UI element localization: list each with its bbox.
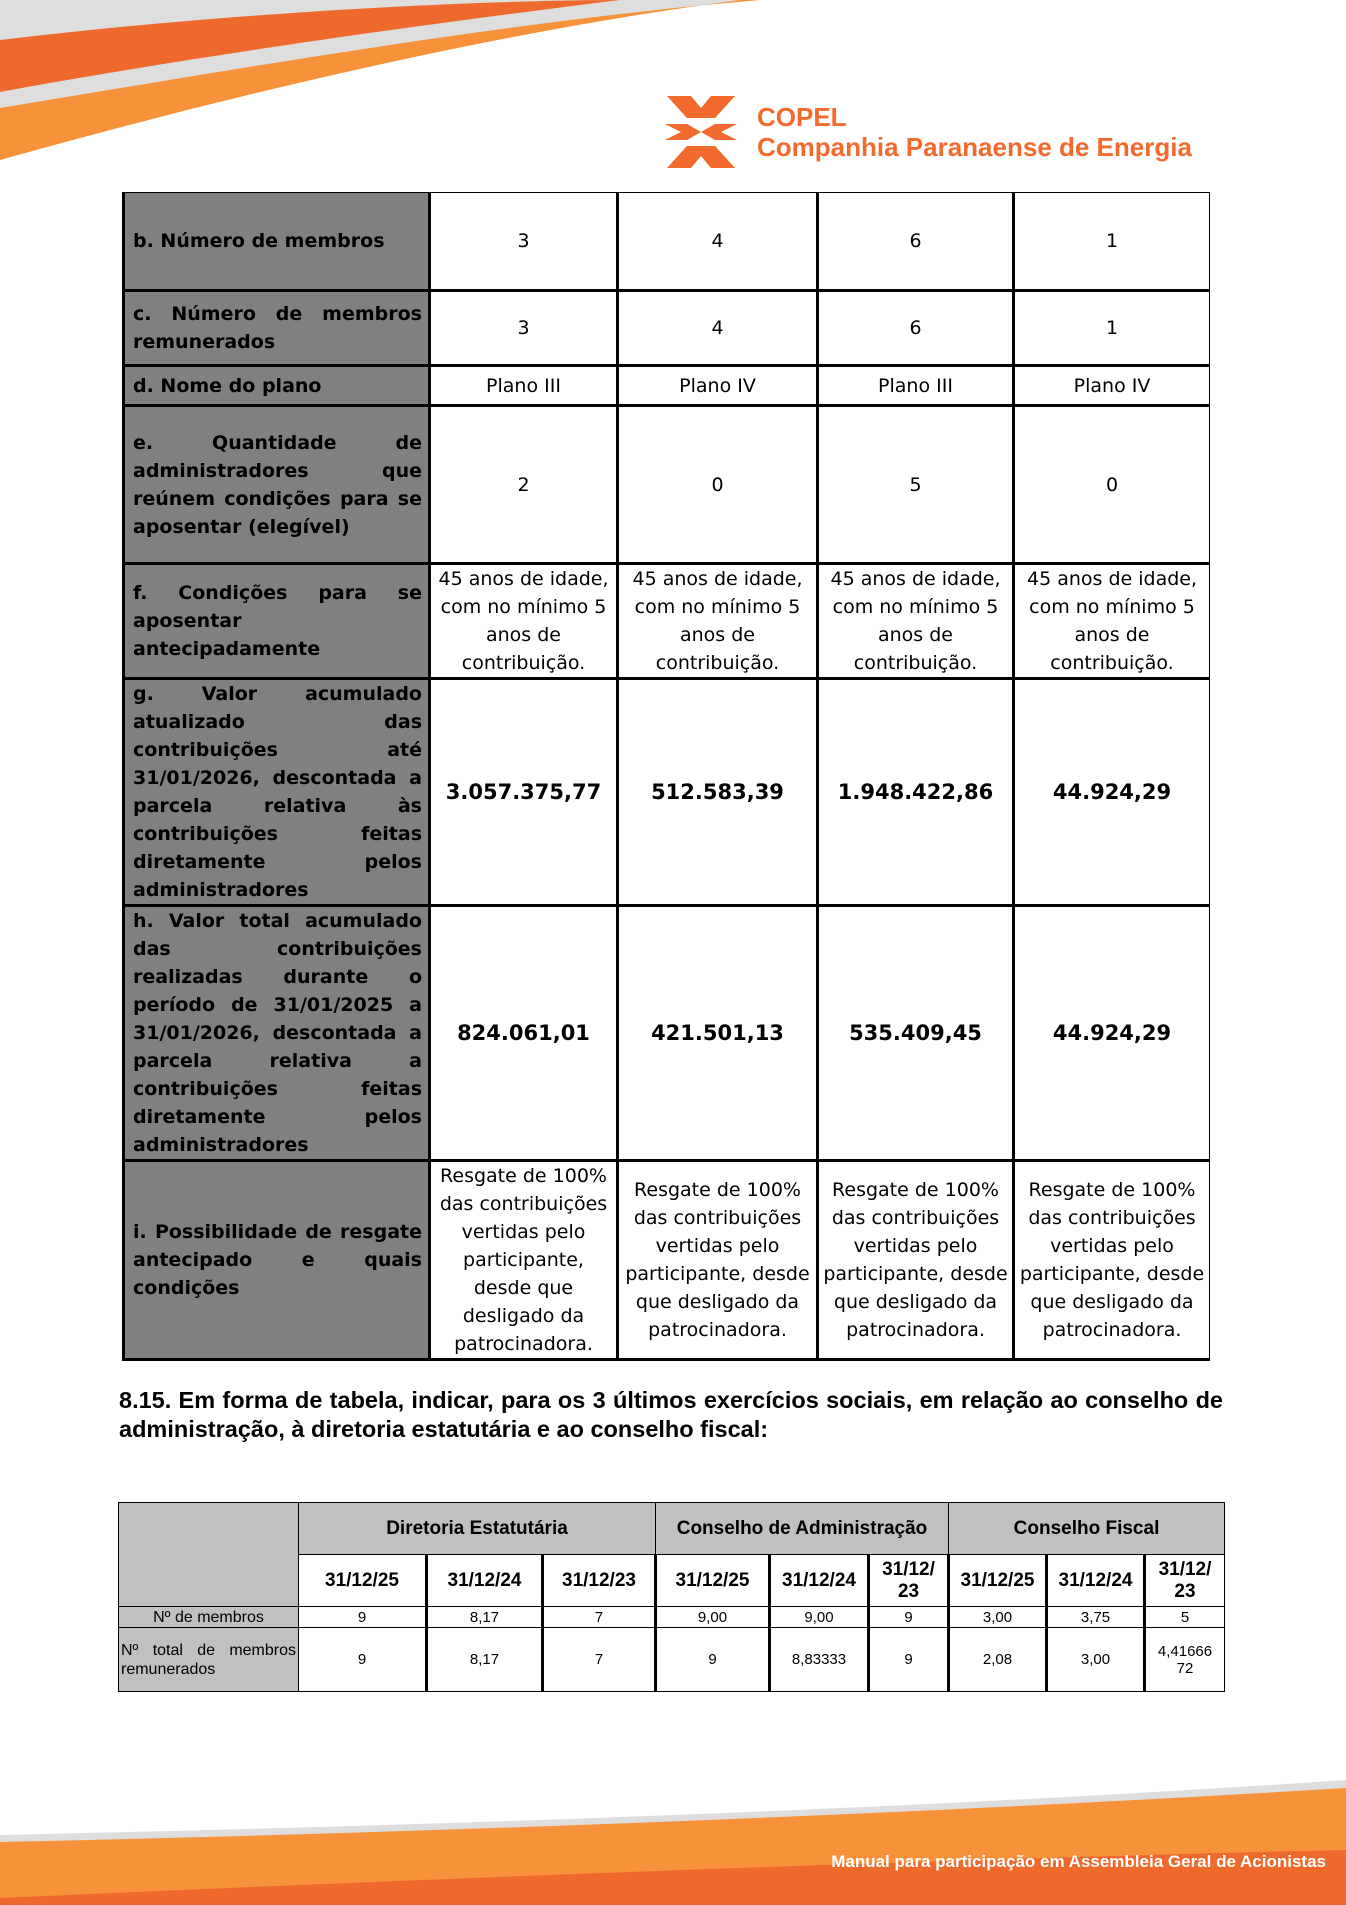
date-header: 31/12/25 <box>949 1555 1047 1607</box>
date-header: 31/12/24 <box>1047 1555 1145 1607</box>
table-cell: 1 <box>1014 193 1210 291</box>
date-header: 31/12/24 <box>770 1555 869 1607</box>
empty-header-cell <box>119 1503 299 1607</box>
footer-text: Manual para participação em Assembleia Geral de Acionistas <box>831 1852 1326 1871</box>
table-cell: 3 <box>430 193 618 291</box>
row-label: h. Valor total acumulado das contribuições realizadas durante o período de 31/01/2025 a 31/01/2026, descontada a parcela relativa a contribuições feitas diretamente pelos administradores <box>124 906 430 1161</box>
table-cell: 5 <box>1145 1607 1225 1628</box>
table-cell: Plano III <box>818 366 1014 406</box>
table-cell: Resgate de 100% das contribuições vertidas pelo participante, desde que desligado da patrocinadora. <box>430 1161 618 1360</box>
row-label: b. Número de membros <box>124 193 430 291</box>
logo-full-name: Companhia Paranaense de Energia <box>757 132 1192 162</box>
table-cell: 4 <box>618 193 818 291</box>
table-cell: 45 anos de idade, com no mínimo 5 anos de contribuição. <box>430 564 618 679</box>
table-cell: 2,08 <box>949 1628 1047 1692</box>
row-label: e. Quantidade de administradores que reúnem condições para se aposentar (elegível) <box>124 406 430 564</box>
table-cell: 535.409,45 <box>818 906 1014 1161</box>
company-logo <box>663 94 1192 170</box>
section-heading: 8.15. Em forma de tabela, indicar, para os 3 últimos exercícios sociais, em relação ao conselho de administração, à diretoria estatutária e ao conselho fiscal: <box>119 1387 1223 1442</box>
copel-logo-icon <box>663 94 739 170</box>
table-cell: 8,83333 <box>770 1628 869 1692</box>
table-cell: 8,17 <box>427 1607 543 1628</box>
table-cell: 9,00 <box>770 1607 869 1628</box>
logo-name: COPEL <box>757 102 847 132</box>
group-header: Conselho Fiscal <box>949 1503 1225 1555</box>
table-cell: 421.501,13 <box>618 906 818 1161</box>
table-cell: Resgate de 100% das contribuições vertidas pelo participante, desde que desligado da patrocinadora. <box>618 1161 818 1360</box>
table-row <box>124 679 1210 906</box>
table-row <box>124 564 1210 679</box>
table-cell: 9,00 <box>656 1607 770 1628</box>
date-header: 31/12/ 23 <box>869 1555 949 1607</box>
table-cell: 44.924,29 <box>1014 906 1210 1161</box>
table-cell: 4 <box>618 291 818 366</box>
date-header: 31/12/25 <box>299 1555 427 1607</box>
table-cell: 7 <box>543 1607 656 1628</box>
table-cell: 0 <box>618 406 818 564</box>
group-header: Conselho de Administração <box>656 1503 949 1555</box>
row-label: f. Condições para se aposentar antecipadamente <box>124 564 430 679</box>
table-row <box>124 366 1210 406</box>
table-row <box>124 193 1210 291</box>
table-cell: 45 anos de idade, com no mínimo 5 anos de contribuição. <box>618 564 818 679</box>
table-cell: Resgate de 100% das contribuições vertidas pelo participante, desde que desligado da patrocinadora. <box>1014 1161 1210 1360</box>
table-cell: 6 <box>818 193 1014 291</box>
table-cell: 512.583,39 <box>618 679 818 906</box>
row-label: Nº de membros <box>119 1607 299 1628</box>
table-row <box>124 291 1210 366</box>
date-header: 31/12/24 <box>427 1555 543 1607</box>
table-row <box>124 906 1210 1161</box>
table-cell: 8,17 <box>427 1628 543 1692</box>
date-header: 31/12/ 23 <box>1145 1555 1225 1607</box>
table-cell: 9 <box>299 1607 427 1628</box>
group-header: Diretoria Estatutária <box>299 1503 656 1555</box>
table-cell: 3,75 <box>1047 1607 1145 1628</box>
table-header-row <box>119 1503 1225 1555</box>
footer-swoosh <box>0 1780 1346 1905</box>
table-cell: 5 <box>818 406 1014 564</box>
table-cell: 2 <box>430 406 618 564</box>
table-cell: 7 <box>543 1628 656 1692</box>
table-cell: 9 <box>656 1628 770 1692</box>
table-row <box>119 1607 1225 1628</box>
pension-plan-table <box>122 192 1210 1361</box>
table-cell: 9 <box>869 1628 949 1692</box>
table-row <box>119 1628 1225 1692</box>
table-cell: 824.061,01 <box>430 906 618 1161</box>
table-row <box>124 406 1210 564</box>
row-label: d. Nome do plano <box>124 366 430 406</box>
table-cell: Plano III <box>430 366 618 406</box>
table-cell: 4,41666 72 <box>1145 1628 1225 1692</box>
table-cell: Plano IV <box>618 366 818 406</box>
table-cell: Resgate de 100% das contribuições vertidas pelo participante, desde que desligado da patrocinadora. <box>818 1161 1014 1360</box>
table-cell: 9 <box>869 1607 949 1628</box>
date-header: 31/12/23 <box>543 1555 656 1607</box>
table-cell: 44.924,29 <box>1014 679 1210 906</box>
row-label: i. Possibilidade de resgate antecipado e quais condições <box>124 1161 430 1360</box>
table-cell: 3 <box>430 291 618 366</box>
members-table <box>118 1502 1225 1692</box>
table-cell: Plano IV <box>1014 366 1210 406</box>
table-row <box>124 1161 1210 1360</box>
table-cell: 3,00 <box>1047 1628 1145 1692</box>
table-cell: 0 <box>1014 406 1210 564</box>
date-header: 31/12/25 <box>656 1555 770 1607</box>
table-cell: 6 <box>818 291 1014 366</box>
row-label: Nº total de membros remunerados <box>119 1628 299 1692</box>
table-cell: 3,00 <box>949 1607 1047 1628</box>
table-cell: 45 anos de idade, com no mínimo 5 anos de contribuição. <box>818 564 1014 679</box>
table-cell: 3.057.375,77 <box>430 679 618 906</box>
table-cell: 45 anos de idade, com no mínimo 5 anos de contribuição. <box>1014 564 1210 679</box>
table-cell: 9 <box>299 1628 427 1692</box>
row-label: c. Número de membros remunerados <box>124 291 430 366</box>
row-label: g. Valor acumulado atualizado das contribuições até 31/01/2026, descontada a parcela relativa às contribuições feitas diretamente pelos administradores <box>124 679 430 906</box>
table-cell: 1.948.422,86 <box>818 679 1014 906</box>
table-cell: 1 <box>1014 291 1210 366</box>
